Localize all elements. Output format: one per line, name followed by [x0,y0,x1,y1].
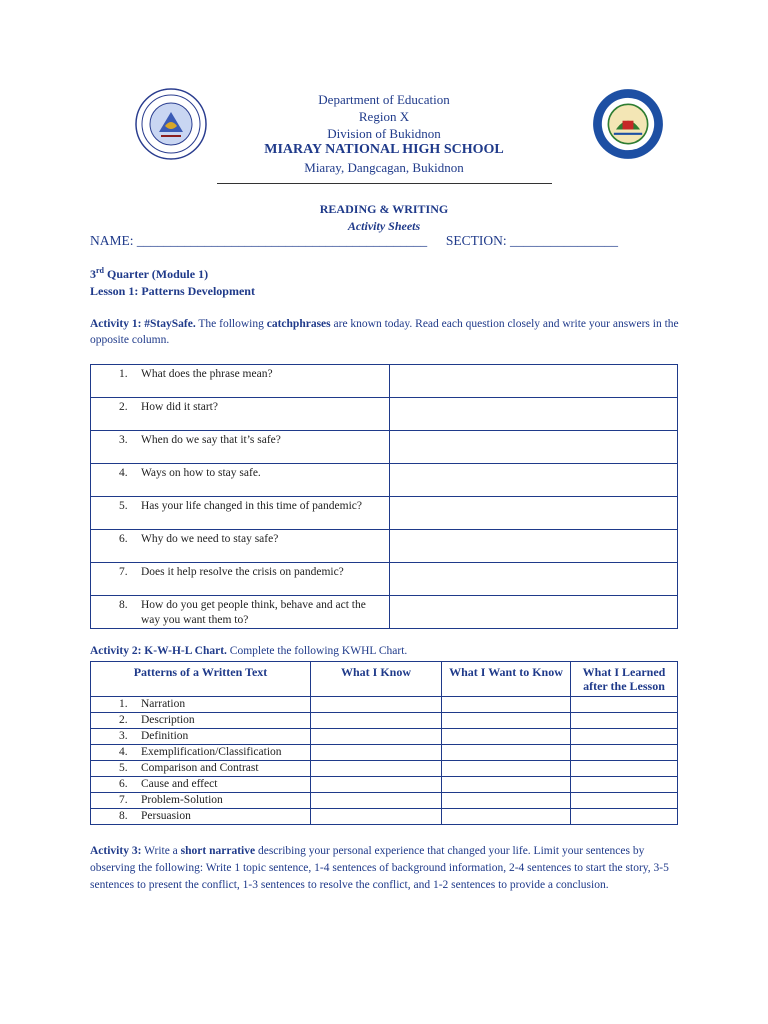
division: Division of Bukidnon [327,126,441,141]
learned-cell[interactable] [571,777,678,793]
question-text: What does the phrase mean? [141,368,273,380]
know-cell[interactable] [311,761,442,777]
know-cell[interactable] [311,729,442,745]
name-label: NAME: [90,233,137,248]
question-text: Has your life changed in this time of pandemic? [141,500,362,512]
question-row [91,596,678,629]
want-cell[interactable] [442,809,571,825]
question-row [91,530,678,563]
answer-cell[interactable] [390,431,678,464]
question-number: 5. [119,500,128,512]
lesson-title: Lesson 1: Patterns Development [90,284,255,298]
activity3-text-b: describing your personal experience that changed your life. Limit your sentences by observing the following: Write 1 topic sentence, 1-4 sentences of background information, 2-4 sentences to start the story, 3-5 sentences to present the conflict, 1-3 sentences to resolve the conflict, and 1-2 sentences to provide a conclusion. [90,845,669,891]
question-cell [91,398,390,431]
quarter-number: 3 [90,267,96,281]
question-number: 1. [119,368,128,380]
kwhl-header-want: What I Want to Know [442,662,571,697]
pattern-number: 1. [119,698,128,710]
pattern-text: Exemplification/Classification [141,746,282,758]
answer-cell[interactable] [390,365,678,398]
pattern-cell [91,697,311,713]
kwhl-row [91,777,678,793]
activity1-text-a: The following [195,318,267,330]
question-cell [91,365,390,398]
question-text: How do you get people think, behave and act the way you want them to? [141,599,366,626]
pattern-text: Comparison and Contrast [141,762,259,774]
question-number: 8. [119,599,128,611]
know-cell[interactable] [311,793,442,809]
answer-cell[interactable] [390,398,678,431]
answer-cell[interactable] [390,464,678,497]
pattern-number: 5. [119,762,128,774]
name-section-row [90,233,618,249]
quarter-ordinal: rd [96,266,104,275]
question-number: 7. [119,566,128,578]
activity1-bold: catchphrases [266,318,331,330]
pattern-text: Narration [141,698,186,710]
quarter-text: Quarter (Module 1) [104,267,209,281]
learned-cell[interactable] [571,697,678,713]
question-number: 2. [119,401,128,413]
pattern-number: 6. [119,778,128,790]
question-row [91,398,678,431]
know-cell[interactable] [311,809,442,825]
pattern-text: Cause and effect [141,778,218,790]
answer-cell[interactable] [390,497,678,530]
pattern-cell [91,713,311,729]
pattern-number: 8. [119,810,128,822]
pattern-cell [91,809,311,825]
question-number: 4. [119,467,128,479]
kwhl-row [91,713,678,729]
pattern-cell [91,777,311,793]
answer-cell[interactable] [390,530,678,563]
answer-cell[interactable] [390,596,678,629]
pattern-cell [91,745,311,761]
pattern-cell [91,793,311,809]
region: Region X [358,109,410,124]
subtitle: Activity Sheets [347,219,421,233]
kwhl-row [91,697,678,713]
question-row [91,431,678,464]
activity3-text-a: Write a [141,845,181,857]
activity3-instructions [90,843,680,894]
question-row [91,464,678,497]
learned-cell[interactable] [571,745,678,761]
learned-cell[interactable] [571,761,678,777]
question-text: How did it start? [141,401,218,413]
activity3-label: Activity 3: [90,845,142,857]
question-cell [91,431,390,464]
kwhl-table [90,661,678,825]
question-cell [91,596,390,629]
pattern-number: 2. [119,714,128,726]
kwhl-header-row [91,662,678,697]
question-cell [91,497,390,530]
learned-cell[interactable] [571,713,678,729]
kwhl-header-learned: What I Learned after the Lesson [571,662,678,697]
kwhl-row [91,729,678,745]
pattern-text: Problem-Solution [141,794,223,806]
name-field[interactable]: ___________________________________________ [136,233,428,248]
activity2-instructions [90,645,407,657]
question-cell [91,464,390,497]
kwhl-row [91,761,678,777]
want-cell[interactable] [442,777,571,793]
pattern-cell [91,729,311,745]
question-cell [91,563,390,596]
school-address: Miaray, Dangcagan, Bukidnon [304,160,464,175]
pattern-cell [91,761,311,777]
header-divider [217,183,552,184]
dept-name: Department of Education [318,92,450,107]
section-label: SECTION: [445,233,510,248]
know-cell[interactable] [311,713,442,729]
question-text: Ways on how to stay safe. [141,467,261,479]
pattern-text: Description [141,714,195,726]
kwhl-header-know: What I Know [311,662,442,697]
activity2-text: Complete the following KWHL Chart. [226,645,408,657]
answer-cell[interactable] [390,563,678,596]
question-text: When do we say that it’s safe? [141,434,281,446]
activity1-label: Activity 1: #StaySafe. [90,318,196,330]
question-cell [91,530,390,563]
want-cell[interactable] [442,745,571,761]
question-row [91,497,678,530]
learned-cell[interactable] [571,793,678,809]
kwhl-row [91,809,678,825]
want-cell[interactable] [442,713,571,729]
know-cell[interactable] [311,745,442,761]
pattern-number: 4. [119,746,128,758]
activity1-instructions [90,316,680,348]
pattern-text: Definition [141,730,189,742]
question-text: Does it help resolve the crisis on pandemic? [141,566,344,578]
know-cell[interactable] [311,697,442,713]
question-row [91,365,678,398]
question-number: 6. [119,533,128,545]
school-name: MIARAY NATIONAL HIGH SCHOOL [264,142,504,157]
activity1-text-b: are known today. Read each question closely and write your answers in the opposite column. [90,318,679,346]
question-text: Why do we need to stay safe? [141,533,279,545]
kwhl-header-patterns: Patterns of a Written Text [91,662,311,697]
quarter-line [90,266,208,282]
want-cell[interactable] [442,697,571,713]
want-cell[interactable] [442,761,571,777]
want-cell[interactable] [442,729,571,745]
pattern-text: Persuasion [141,810,191,822]
kwhl-row [91,745,678,761]
want-cell[interactable] [442,793,571,809]
activity2-label: Activity 2: K-W-H-L Chart. [90,645,227,657]
kwhl-row [91,793,678,809]
activity1-table [90,364,678,629]
title: READING & WRITING [319,202,449,216]
section-field[interactable]: ________________ [510,233,618,248]
learned-cell[interactable] [571,729,678,745]
pattern-number: 3. [119,730,128,742]
activity3-bold: short narrative [180,845,256,857]
question-row [91,563,678,596]
learned-cell[interactable] [571,809,678,825]
question-number: 3. [119,434,128,446]
know-cell[interactable] [311,777,442,793]
pattern-number: 7. [119,794,128,806]
